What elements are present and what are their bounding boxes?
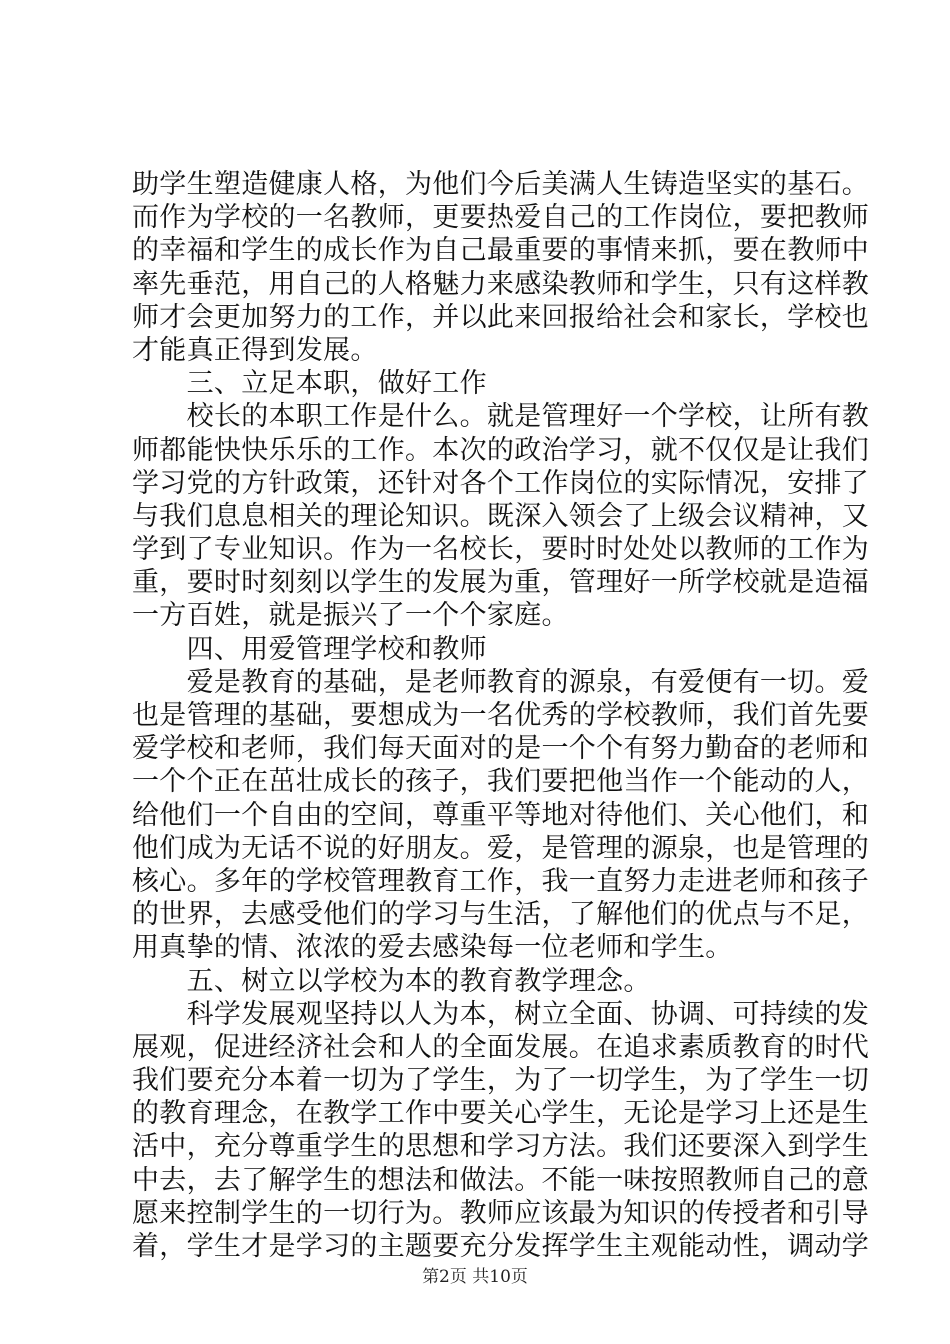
- text-line: 给他们一个自由的空间，尊重平等地对待他们、关心他们，和: [132, 799, 870, 831]
- text-line: 他们成为无话不说的好朋友。爱，是管理的源泉，也是管理的: [132, 832, 870, 864]
- text-line: 师都能快快乐乐的工作。本次的政治学习，就不仅仅是让我们: [132, 434, 870, 466]
- text-line: 一方百姓，就是振兴了一个个家庭。: [132, 600, 569, 632]
- page-footer: [0, 1262, 950, 1287]
- text-line: 愿来控制学生的一切行为。教师应该最为知识的传授者和引导: [132, 1197, 870, 1229]
- page-number: 第2页 共10页: [422, 1267, 528, 1287]
- text-line: 用真挚的情、浓浓的爱去感染每一位老师和学生。: [132, 932, 733, 964]
- text-line: 与我们息息相关的理论知识。既深入领会了上级会议精神，又: [132, 500, 870, 532]
- text-line: 展观，促进经济社会和人的全面发展。在追求素质教育的时代: [132, 1031, 870, 1063]
- text-line: 助学生塑造健康人格，为他们今后美满人生铸造坚实的基石。: [132, 169, 870, 200]
- text-line: 校长的本职工作是什么。就是管理好一个学校，让所有教: [132, 401, 870, 433]
- text-line: 重，要时时刻刻以学生的发展为重，管理好一所学校就是造福: [132, 567, 870, 599]
- text-line: 师才会更加努力的工作，并以此来回报给社会和家长，学校也: [132, 301, 870, 333]
- text-line: 的幸福和学生的成长作为自己最重要的事情来抓，要在教师中: [132, 235, 870, 267]
- text-line: 而作为学校的一名教师，更要热爱自己的工作岗位，要把教师: [132, 202, 870, 234]
- text-line: 的世界，去感受他们的学习与生活，了解他们的优点与不足，: [132, 899, 870, 931]
- section-heading: 三、立足本职，做好工作: [132, 368, 487, 400]
- text-line: 学到了专业知识。作为一名校长，要时时处处以教师的工作为: [132, 534, 870, 566]
- text-line: 才能真正得到发展。: [132, 334, 378, 366]
- text-line: 一个个正在茁壮成长的孩子，我们要把他当作一个能动的人，: [132, 766, 870, 798]
- text-line: 我们要充分本着一切为了学生，为了一切学生，为了学生一切: [132, 1065, 870, 1097]
- text-line: 着，学生才是学习的主题要充分发挥学生主观能动性，调动学: [132, 1231, 870, 1262]
- text-line: 核心。多年的学校管理教育工作，我一直努力走进老师和孩子: [132, 865, 870, 897]
- text-line: 的教育理念，在教学工作中要关心学生，无论是学习上还是生: [132, 1098, 870, 1130]
- text-line: 爱是教育的基础，是老师教育的源泉，有爱便有一切。爱: [132, 666, 870, 698]
- section-heading: 四、用爱管理学校和教师: [132, 633, 487, 665]
- text-line: 学习党的方针政策，还针对各个工作岗位的实际情况，安排了: [132, 467, 870, 499]
- text-line: 活中，充分尊重学生的思想和学习方法。我们还要深入到学生: [132, 1131, 870, 1163]
- text-line: 科学发展观坚持以人为本，树立全面、协调、可持续的发: [132, 998, 870, 1030]
- text-line: 爱学校和老师，我们每天面对的是一个个有努力勤奋的老师和: [132, 733, 870, 765]
- text-line: 率先垂范，用自己的人格魅力来感染教师和学生，只有这样教: [132, 268, 870, 300]
- section-heading: 五、树立以学校为本的教育教学理念。: [132, 965, 651, 997]
- body-text: [132, 168, 870, 1263]
- text-line: 中去，去了解学生的想法和做法。不能一味按照教师自己的意: [132, 1164, 870, 1196]
- text-line: 也是管理的基础，要想成为一名优秀的学校教师，我们首先要: [132, 700, 870, 731]
